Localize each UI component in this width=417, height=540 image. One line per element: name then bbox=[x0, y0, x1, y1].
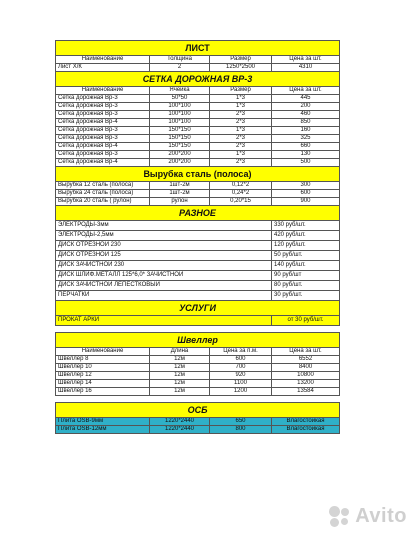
cell-price: 600 bbox=[272, 190, 340, 198]
table-header-row bbox=[56, 56, 340, 64]
cell: 1100 bbox=[210, 380, 272, 388]
cell: 100*100 bbox=[150, 119, 210, 127]
cell: 100*100 bbox=[150, 103, 210, 111]
header-cell: Толщина bbox=[150, 56, 210, 64]
table-row bbox=[56, 281, 340, 291]
header-cell: Цена за шт. bbox=[272, 87, 340, 95]
avito-watermark bbox=[329, 505, 407, 528]
cell: 700 bbox=[210, 364, 272, 372]
cell-name: Вырубка 12 сталь (полоса) bbox=[56, 182, 150, 190]
cell: 12м bbox=[150, 372, 210, 380]
table-header-row bbox=[56, 87, 340, 95]
cell-price: 300 bbox=[272, 182, 340, 190]
cell-name: Сетка дорожная Вр-4 bbox=[56, 143, 150, 151]
header-cell: Наименование bbox=[56, 56, 150, 64]
cell-price: от 30 руб/шт. bbox=[272, 316, 340, 326]
cell-name: Сетка дорожная Вр-3 bbox=[56, 103, 150, 111]
table-row bbox=[56, 135, 340, 143]
cell: 200*200 bbox=[150, 159, 210, 167]
cell: 0,12*2 bbox=[210, 182, 272, 190]
cell-name: ЭЛЕКТРОДЫ-3мм bbox=[56, 221, 272, 231]
cell: 200*200 bbox=[150, 151, 210, 159]
cell-price: 130 bbox=[272, 151, 340, 159]
table-row bbox=[56, 380, 340, 388]
cell-price: 120 руб/шт. bbox=[272, 241, 340, 251]
spacer bbox=[56, 396, 340, 403]
cell-name: Швеллер 14 bbox=[56, 380, 150, 388]
cell: 2*3 bbox=[210, 135, 272, 143]
table-row bbox=[56, 159, 340, 167]
cell-name: Швеллер 8 bbox=[56, 356, 150, 364]
table-row bbox=[56, 426, 340, 434]
header-cell: Ячейка bbox=[150, 87, 210, 95]
cell: 1*3 bbox=[210, 95, 272, 103]
cell-price: 8400 bbox=[272, 364, 340, 372]
cell-name: Сетка дорожная Вр-3 bbox=[56, 135, 150, 143]
cell: 600 bbox=[210, 356, 272, 364]
cell-price: 500 bbox=[272, 159, 340, 167]
price-sheet bbox=[55, 40, 339, 434]
table-row bbox=[56, 221, 340, 231]
cell: 2*3 bbox=[210, 159, 272, 167]
section-title-strip: Вырубка сталь (полоса) bbox=[56, 167, 340, 182]
table-row bbox=[56, 372, 340, 380]
cell-price: 4310 bbox=[272, 64, 340, 72]
avito-logo-icon bbox=[329, 506, 351, 528]
table-row bbox=[56, 198, 340, 206]
table-row bbox=[56, 143, 340, 151]
cell: 150*150 bbox=[150, 143, 210, 151]
cell: Влагостойкая bbox=[272, 426, 340, 434]
cell: 2 bbox=[150, 64, 210, 72]
cell-price: 200 bbox=[272, 103, 340, 111]
cell: рулон bbox=[150, 198, 210, 206]
header-cell: Размер bbox=[210, 56, 272, 64]
cell: 920 bbox=[210, 372, 272, 380]
table-row bbox=[56, 388, 340, 396]
cell-price: 140 руб/шт. bbox=[272, 261, 340, 271]
table-row bbox=[56, 364, 340, 372]
cell-name: Сетка дорожная Вр-4 bbox=[56, 119, 150, 127]
header-cell: Размер bbox=[210, 87, 272, 95]
section-title-services: УСЛУГИ bbox=[56, 301, 340, 316]
cell-name: Сетка дорожная Вр-3 bbox=[56, 95, 150, 103]
table-header-row bbox=[56, 348, 340, 356]
cell-name: ДИСК ШЛИФ.МЕТАЛЛ 125*6,0* ЗАЧИСТНОЙ bbox=[56, 271, 272, 281]
price-table bbox=[55, 40, 340, 434]
cell-price: 13584 bbox=[272, 388, 340, 396]
table-row bbox=[56, 111, 340, 119]
table-row bbox=[56, 271, 340, 281]
cell: 2*3 bbox=[210, 111, 272, 119]
cell-name: ДИСК ОТРЕЗНОЙ 230 bbox=[56, 241, 272, 251]
table-row bbox=[56, 119, 340, 127]
table-row bbox=[56, 231, 340, 241]
cell-name: ДИСК ЗАЧИСТНОЙ 230 bbox=[56, 261, 272, 271]
cell-price: 330 руб/шт. bbox=[272, 221, 340, 231]
cell: 1200 bbox=[210, 388, 272, 396]
cell-price: 90 руб/шт bbox=[272, 271, 340, 281]
cell-price: 900 bbox=[272, 198, 340, 206]
cell-price: 30 руб/шт. bbox=[272, 291, 340, 301]
cell: 12м bbox=[150, 356, 210, 364]
cell: 1шт-2м bbox=[150, 182, 210, 190]
cell: 1220*2440 bbox=[150, 426, 210, 434]
table-row bbox=[56, 316, 340, 326]
cell-name: Плита OSB-12мм bbox=[56, 426, 150, 434]
cell-name: Лист Х/К bbox=[56, 64, 150, 72]
header-cell: Цена за шт. bbox=[272, 348, 340, 356]
cell: 1*3 bbox=[210, 127, 272, 135]
cell-name: Сетка дорожная Вр-4 bbox=[56, 159, 150, 167]
cell: 1шт-2м bbox=[150, 190, 210, 198]
header-cell: Наименование bbox=[56, 87, 150, 95]
cell-price: 420 руб/шт. bbox=[272, 231, 340, 241]
section-title-misc: РАЗНОЕ bbox=[56, 206, 340, 221]
cell-price: 650 bbox=[210, 418, 272, 426]
table-row bbox=[56, 151, 340, 159]
cell-name: Вырубка 24 сталь (полоса) bbox=[56, 190, 150, 198]
cell: 12м bbox=[150, 364, 210, 372]
cell-name: Плита OSB-9мм bbox=[56, 418, 150, 426]
cell-name: Швеллер 12 bbox=[56, 372, 150, 380]
cell-price: 460 bbox=[272, 111, 340, 119]
cell: 0,24*2 bbox=[210, 190, 272, 198]
table-row bbox=[56, 95, 340, 103]
cell: 12м bbox=[150, 380, 210, 388]
cell-price: 850 bbox=[272, 119, 340, 127]
cell: 100*100 bbox=[150, 111, 210, 119]
header-cell: Длина bbox=[150, 348, 210, 356]
cell: Влагостойкая bbox=[272, 418, 340, 426]
header-cell: Цена за шт. bbox=[272, 56, 340, 64]
cell-name: ДИСК ЗАЧИСТНОЙ ЛЕПЕСТКОВЫЙ bbox=[56, 281, 272, 291]
section-title-list: ЛИСТ bbox=[56, 41, 340, 56]
cell-price: 80 руб/шт. bbox=[272, 281, 340, 291]
cell-name: ЭЛЕКТРОДЫ-2,5мм bbox=[56, 231, 272, 241]
cell-name: Сетка дорожная Вр-3 bbox=[56, 111, 150, 119]
cell: 50*50 bbox=[150, 95, 210, 103]
cell-price: 800 bbox=[210, 426, 272, 434]
cell-name: Сетка дорожная Вр-3 bbox=[56, 151, 150, 159]
cell-price: 50 руб/шт. bbox=[272, 251, 340, 261]
table-row bbox=[56, 291, 340, 301]
section-title-channel: Швеллер bbox=[56, 333, 340, 348]
cell-price: 13200 bbox=[272, 380, 340, 388]
header-cell: Цена за п.м. bbox=[210, 348, 272, 356]
watermark-text: Avito bbox=[355, 505, 407, 527]
cell-price: 10800 bbox=[272, 372, 340, 380]
cell-price: 325 bbox=[272, 135, 340, 143]
table-row bbox=[56, 418, 340, 426]
cell-price: 6552 bbox=[272, 356, 340, 364]
header-cell: Наименование bbox=[56, 348, 150, 356]
table-row bbox=[56, 103, 340, 111]
cell: 1*3 bbox=[210, 103, 272, 111]
table-row bbox=[56, 261, 340, 271]
cell-name: ПРОКАТ АРКИ bbox=[56, 316, 272, 326]
cell-name: Швеллер 10 bbox=[56, 364, 150, 372]
cell-price: 445 bbox=[272, 95, 340, 103]
cell: 1250*2500 bbox=[210, 64, 272, 72]
cell-name: ПЕРЧАТКИ bbox=[56, 291, 272, 301]
table-row bbox=[56, 64, 340, 72]
spacer bbox=[56, 326, 340, 333]
cell: 1220*2440 bbox=[150, 418, 210, 426]
cell: 1*3 bbox=[210, 151, 272, 159]
cell: 12м bbox=[150, 388, 210, 396]
table-row bbox=[56, 127, 340, 135]
cell-price: 160 bbox=[272, 127, 340, 135]
section-title-mesh: СЕТКА ДОРОЖНАЯ ВР-3 bbox=[56, 72, 340, 87]
cell: 2*3 bbox=[210, 143, 272, 151]
cell-price: 660 bbox=[272, 143, 340, 151]
cell-name: Швеллер 16 bbox=[56, 388, 150, 396]
cell: 2*3 bbox=[210, 119, 272, 127]
table-row bbox=[56, 182, 340, 190]
section-title-osb: ОСБ bbox=[56, 403, 340, 418]
cell: 150*150 bbox=[150, 135, 210, 143]
cell-name: ДИСК ОТРЕЗНОЙ 125 bbox=[56, 251, 272, 261]
cell-name: Сетка дорожная Вр-3 bbox=[56, 127, 150, 135]
cell: 0,20*15 bbox=[210, 198, 272, 206]
table-row bbox=[56, 251, 340, 261]
cell-name: Вырубка 20 сталь ( рулон) bbox=[56, 198, 150, 206]
table-row bbox=[56, 190, 340, 198]
table-row bbox=[56, 356, 340, 364]
cell: 150*150 bbox=[150, 127, 210, 135]
table-row bbox=[56, 241, 340, 251]
